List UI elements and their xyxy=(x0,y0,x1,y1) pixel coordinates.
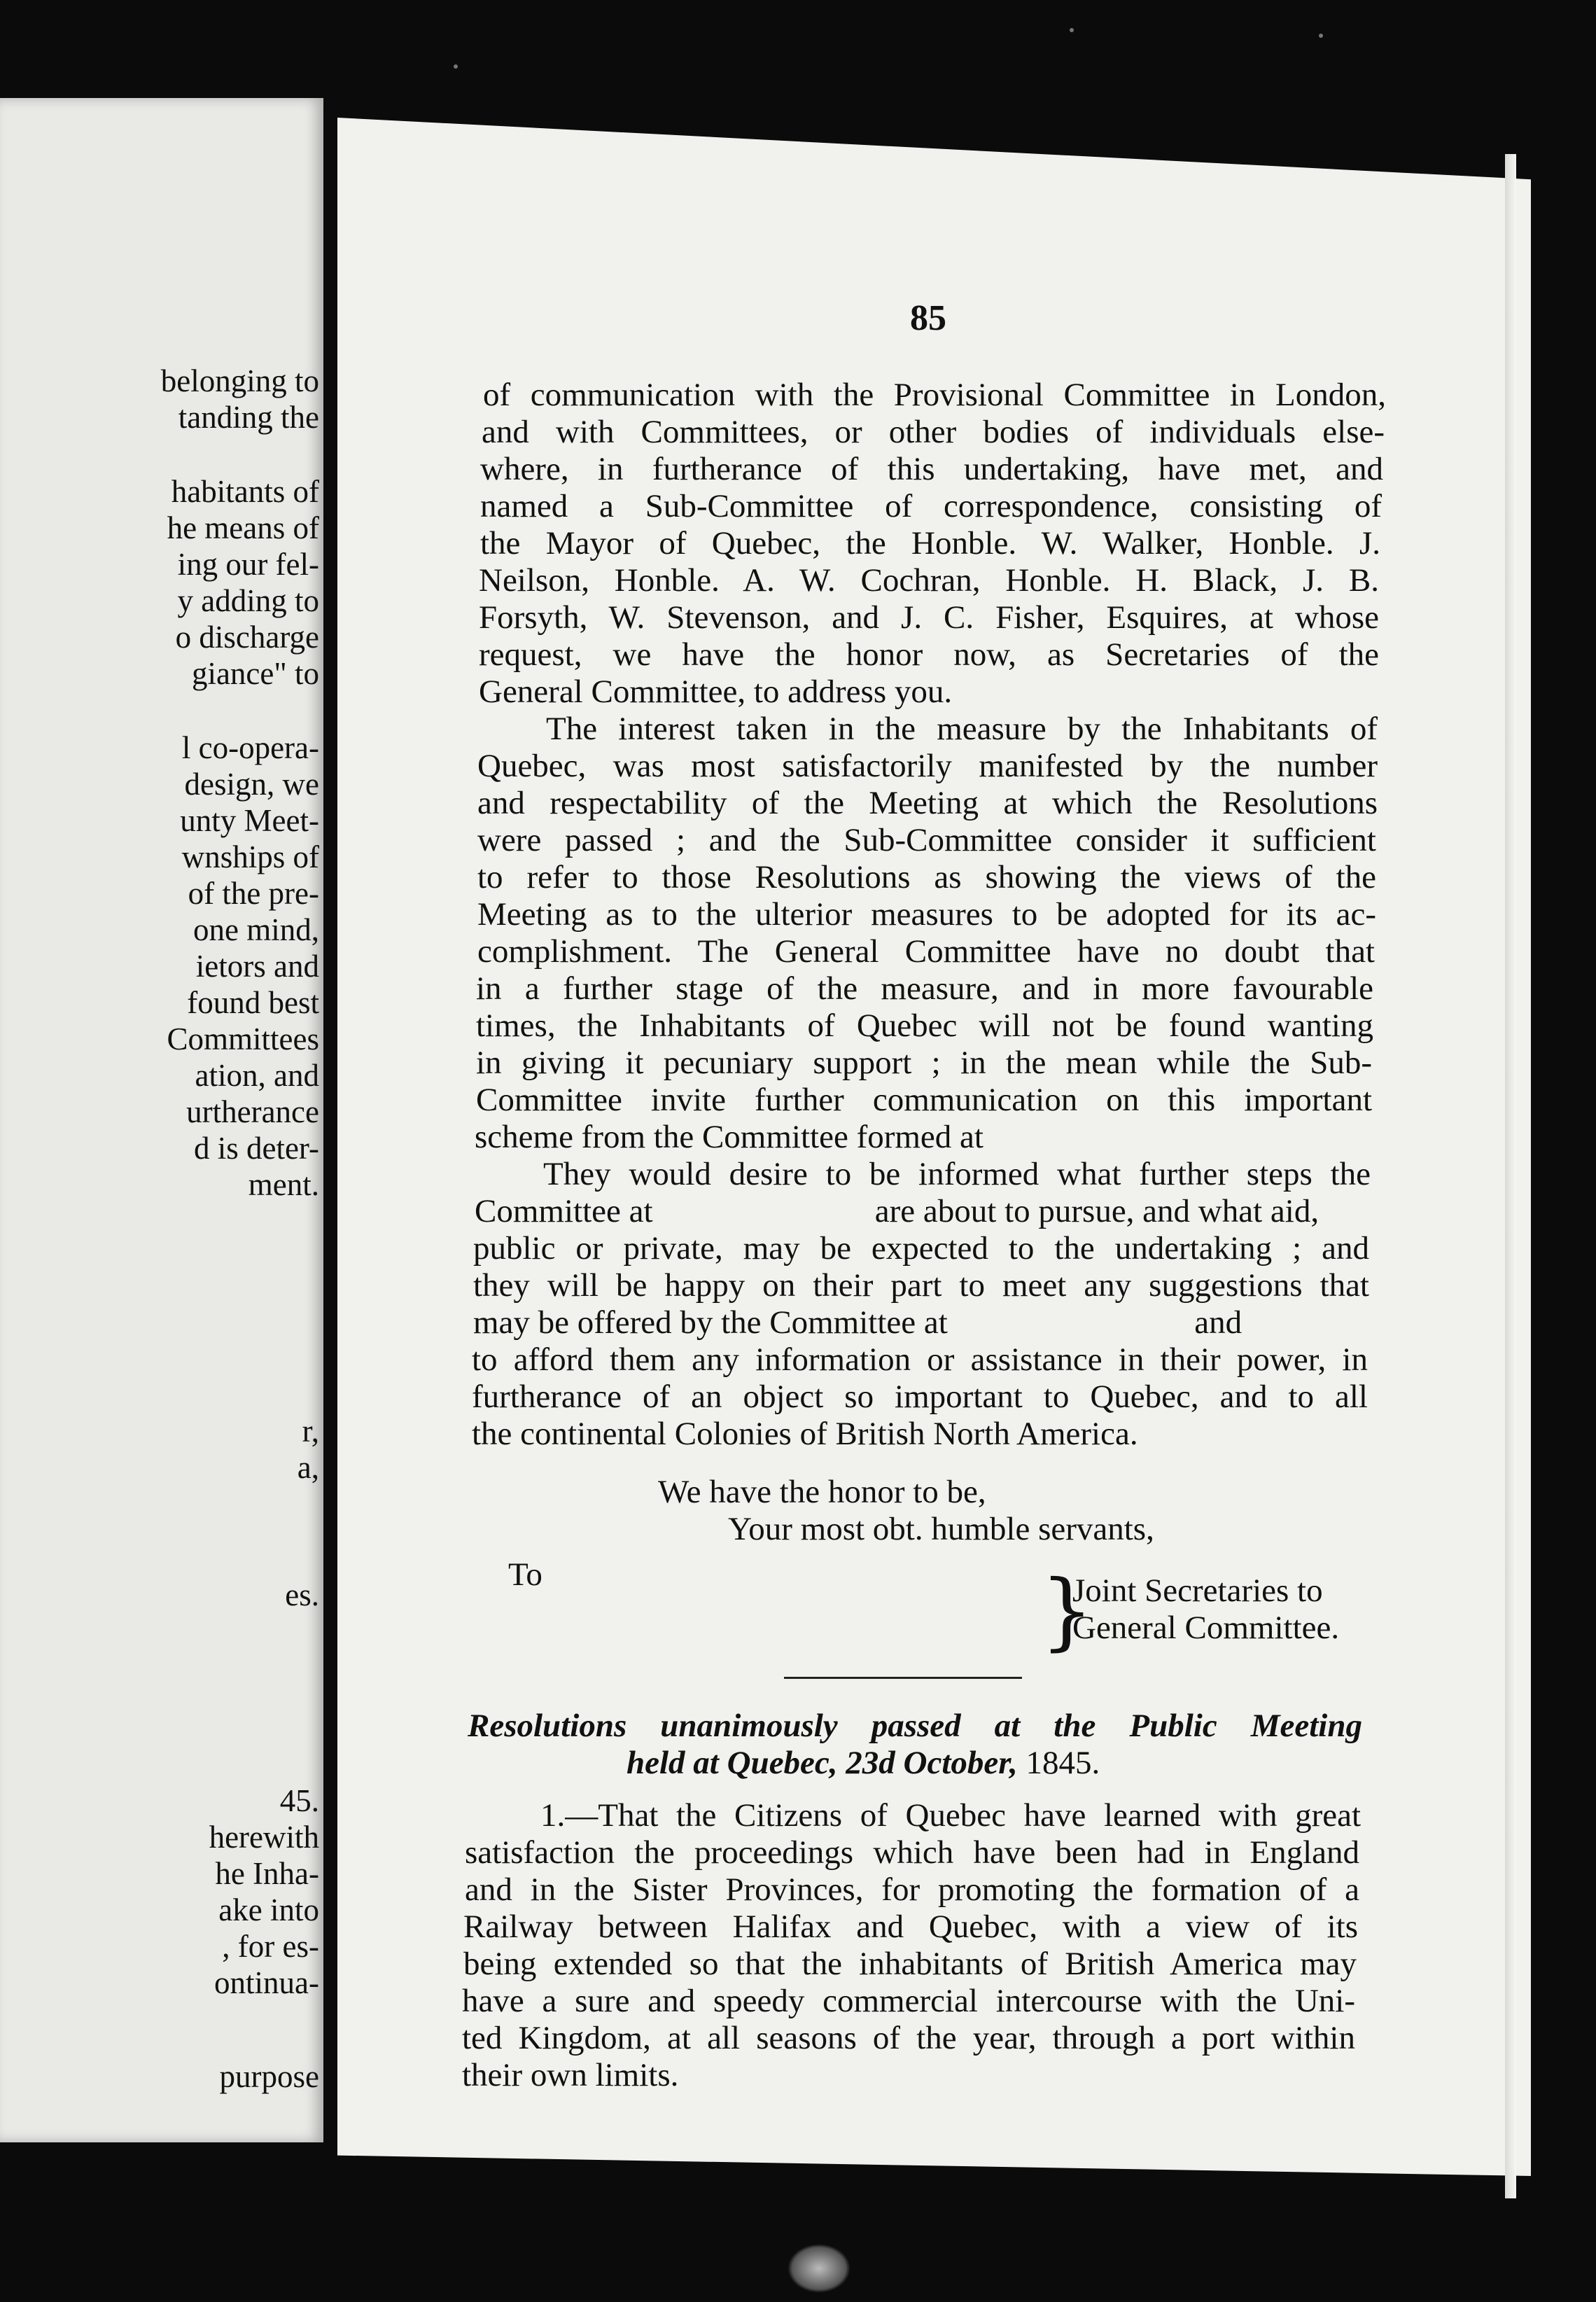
closing-line: We have the honor to be, xyxy=(658,1474,986,1510)
section-divider xyxy=(784,1677,1022,1679)
page-edge xyxy=(1505,154,1516,2198)
left-page-line: design, we xyxy=(184,767,319,802)
left-page-line: of the pre- xyxy=(188,876,319,911)
text-line: times, the Inhabitants of Quebec will not be found wanting xyxy=(476,1007,1373,1044)
left-page-line: belonging to xyxy=(160,363,319,398)
text-line: in a further stage of the measure, and in more favourable xyxy=(476,970,1373,1007)
left-page-line: 45. xyxy=(279,1783,319,1818)
left-page-line: Committees xyxy=(167,1021,319,1056)
text-line: to afford them any information or assistance in their power, in xyxy=(472,1341,1368,1378)
left-page-line: tanding the xyxy=(178,400,319,435)
text-line: in giving it pecuniary support ; in the mean while the Sub- xyxy=(476,1045,1372,1081)
resolutions-heading xyxy=(626,1744,1100,1782)
left-page-line: ment. xyxy=(248,1167,319,1202)
resolution-line: have a sure and speedy commercial intercourse with the Uni- xyxy=(462,1983,1355,2019)
text-line: complishment. The General Committee have no doubt that xyxy=(477,933,1375,970)
text-line: Neilson, Honble. A. W. Cochran, Honble. H. Black, J. B. xyxy=(479,562,1379,599)
text-line: Meeting as to the ulterior measures to be adopted for its ac- xyxy=(477,896,1376,933)
left-page-line: y adding to xyxy=(177,583,319,618)
left-page-line: wnships of xyxy=(181,839,319,874)
left-page-line: ontinua- xyxy=(214,1965,319,2000)
resolution-line: Railway between Halifax and Quebec, with a view of its xyxy=(463,1909,1358,1945)
text-line: named a Sub-Committee of correspondence, consisting of xyxy=(480,488,1382,524)
left-page-line: purpose xyxy=(219,2059,319,2094)
text-line: furtherance of an object so important to Quebec, and to all xyxy=(472,1379,1368,1415)
left-page-line: found best xyxy=(187,985,319,1020)
left-page-line: urtherance xyxy=(186,1094,319,1129)
left-page-line: ation, and xyxy=(195,1058,319,1093)
text-line: may be offered by the Committee at and xyxy=(473,1304,1242,1341)
text-line: the continental Colonies of British North America. xyxy=(472,1416,1138,1452)
text-line: of communication with the Provisional Committee in London, xyxy=(483,377,1386,413)
resolutions-heading: Resolutions unanimously passed at the Public Meeting xyxy=(468,1708,1362,1744)
left-page-line: o discharge xyxy=(175,620,319,655)
left-page-line: he Inha- xyxy=(215,1856,319,1891)
text-line: the Mayor of Quebec, the Honble. W. Walker, Honble. J. xyxy=(480,525,1380,561)
dust-speck xyxy=(454,64,458,69)
left-page-line: , for es- xyxy=(222,1929,319,1964)
left-page-line: ing our fel- xyxy=(177,547,319,582)
page-number: 85 xyxy=(910,298,946,338)
text-line: General Committee, to address you. xyxy=(479,674,953,710)
text-line: They would desire to be informed what further steps the xyxy=(543,1156,1371,1192)
text-line: public or private, may be expected to the undertaking ; and xyxy=(473,1230,1369,1267)
left-page-line: unty Meet- xyxy=(180,803,319,838)
text-line: were passed ; and the Sub-Committee consider it sufficient xyxy=(477,822,1376,858)
resolution-line: ted Kingdom, at all seasons of the year, through a port within xyxy=(462,2020,1355,2056)
signature-line: Joint Secretaries to xyxy=(1072,1572,1323,1609)
closing-line: Your most obt. humble servants, xyxy=(728,1511,1154,1547)
left-page-line: habitants of xyxy=(171,474,319,509)
signature-line: General Committee. xyxy=(1072,1610,1340,1646)
dust-speck xyxy=(1319,34,1323,38)
text-line: and with Committees, or other bodies of individuals else- xyxy=(482,414,1385,450)
left-page-line: es. xyxy=(285,1577,319,1612)
text-line: The interest taken in the measure by the Inhabitants of xyxy=(546,711,1378,747)
left-page xyxy=(0,98,323,2142)
text-line: to refer to those Resolutions as showing the views of the xyxy=(477,859,1376,895)
resolution-line: their own limits. xyxy=(462,2057,679,2093)
text-line: where, in furtherance of this undertaking, have met, and xyxy=(480,451,1383,487)
dust-speck xyxy=(1070,28,1074,32)
left-page-line: d is deter- xyxy=(193,1131,319,1166)
brace-icon: } xyxy=(1040,1563,1094,1660)
addressee-to: To xyxy=(508,1556,542,1593)
resolution-line: satisfaction the proceedings which have been had in England xyxy=(465,1834,1359,1871)
left-page-line: ietors and xyxy=(195,949,319,984)
text-line: Committee invite further communication on this important xyxy=(476,1082,1372,1118)
resolution-line: 1.—That the Citizens of Quebec have learned with great xyxy=(540,1797,1361,1834)
left-page-line: ake into xyxy=(218,1892,319,1927)
left-page-line: he means of xyxy=(167,510,319,545)
left-page-line: herewith xyxy=(209,1820,319,1855)
text-line: request, we have the honor now, as Secretaries of the xyxy=(479,636,1379,673)
resolution-line: being extended so that the inhabitants of British America may xyxy=(463,1946,1357,1982)
resolutions-heading-place-date: held at Quebec, 23d October, xyxy=(626,1745,1018,1781)
text-line: Quebec, was most satisfactorily manifested by the number xyxy=(477,748,1378,784)
left-page-line: l co-opera- xyxy=(181,730,319,765)
text-line: Forsyth, W. Stevenson, and J. C. Fisher, Esquires, at whose xyxy=(479,599,1379,636)
left-page-line: giance" to xyxy=(191,656,319,691)
resolutions-heading-year: 1845. xyxy=(1026,1745,1100,1781)
left-page-line: one mind, xyxy=(193,912,319,947)
left-page-line: a, xyxy=(297,1450,319,1485)
left-page-line: r, xyxy=(302,1414,319,1449)
paper-blemish xyxy=(788,2244,850,2293)
text-line: they will be happy on their part to meet any suggestions that xyxy=(473,1267,1369,1304)
text-line: Committee at are about to pursue, and what aid, xyxy=(475,1193,1320,1229)
text-line: and respectability of the Meeting at which the Resolutions xyxy=(477,785,1378,821)
text-line: scheme from the Committee formed at xyxy=(475,1119,983,1155)
resolution-line: and in the Sister Provinces, for promoting the formation of a xyxy=(465,1871,1359,1908)
